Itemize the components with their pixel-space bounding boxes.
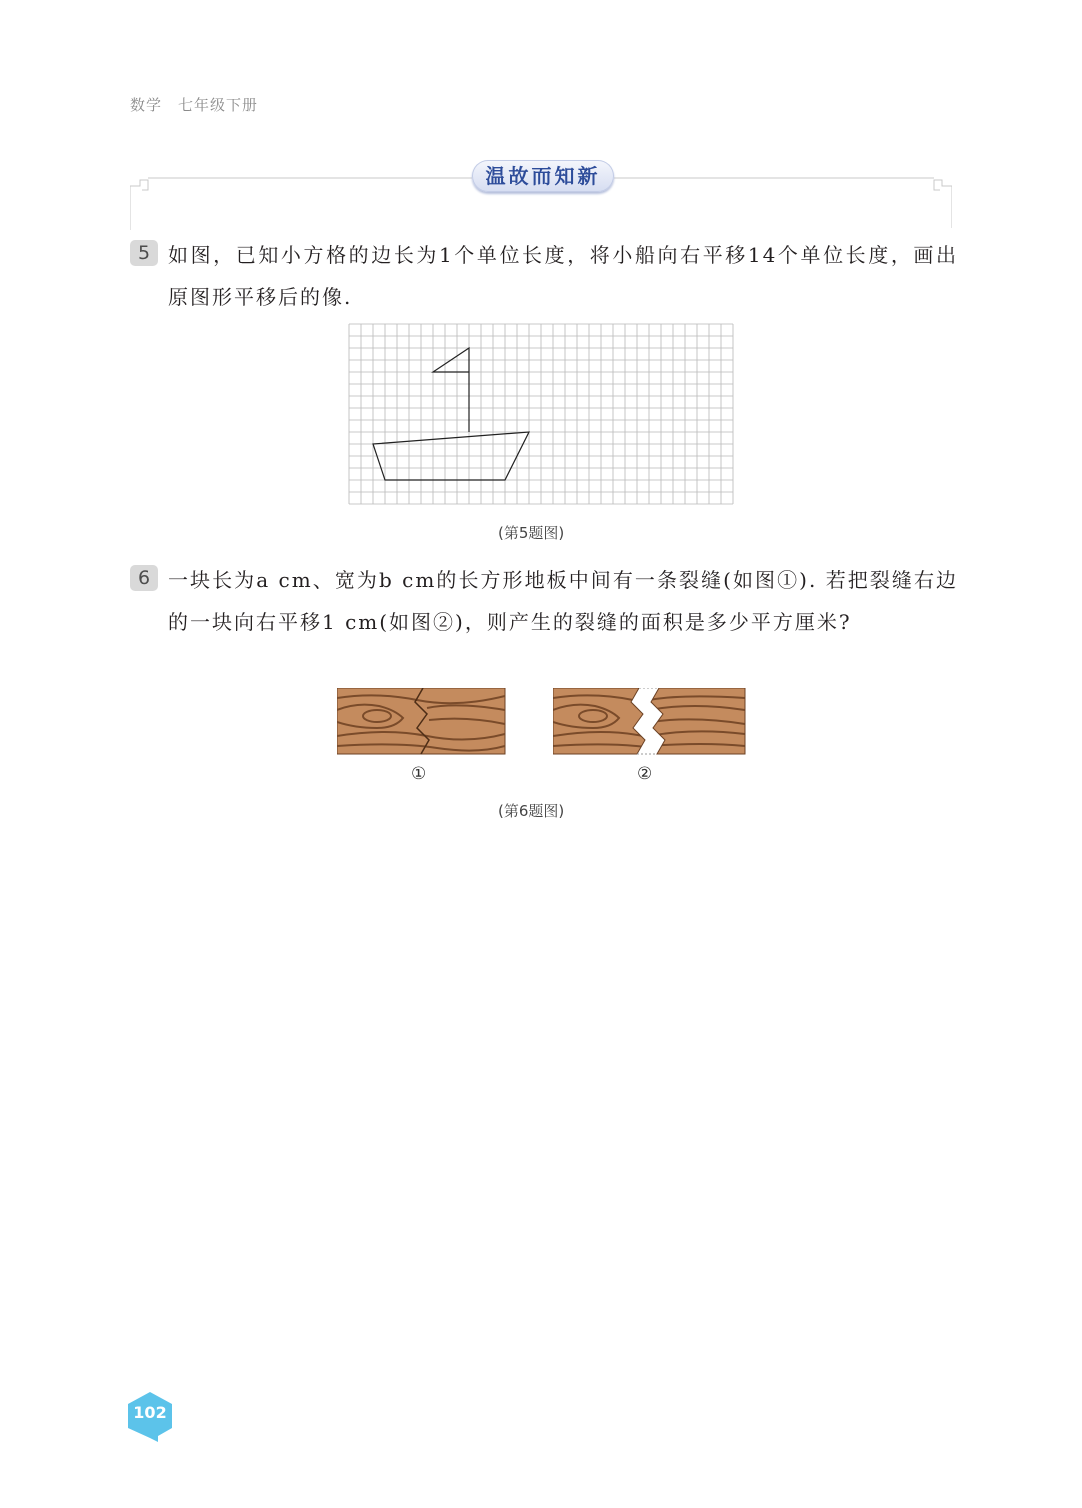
figure-label-1: ① [411,764,427,784]
page-number: 102 [133,1403,167,1422]
section-banner [130,150,952,230]
problem-number: 6 [130,565,158,591]
problem-text: 一块长为a cm、宽为b cm的长方形地板中间有一条裂缝(如图①). 若把裂缝右边的一块向右平移1 cm(如图②)，则产生的裂缝的面积是多少平方厘米? [168,568,958,634]
grid-lines [349,324,733,504]
figure-label-2: ② [637,764,653,784]
wood-board-cracked [337,688,507,756]
header-subject: 数学 [130,96,163,114]
wood-board-shifted [553,688,747,756]
figure-5-caption: (第5题图) [498,524,565,542]
problem-text: 如图，已知小方格的边长为1个单位长度，将小船向右平移14个单位长度，画出原图形平移后的像. [168,243,958,309]
boat-grid-figure [348,323,736,507]
figure-6-caption: (第6题图) [498,802,565,820]
page-number-badge [128,1392,174,1442]
boat-sail [433,348,469,432]
header-grade: 七年级下册 [178,96,259,114]
problem-number: 5 [130,240,158,266]
running-header [130,94,258,115]
banner-title: 温故而知新 [472,160,614,192]
